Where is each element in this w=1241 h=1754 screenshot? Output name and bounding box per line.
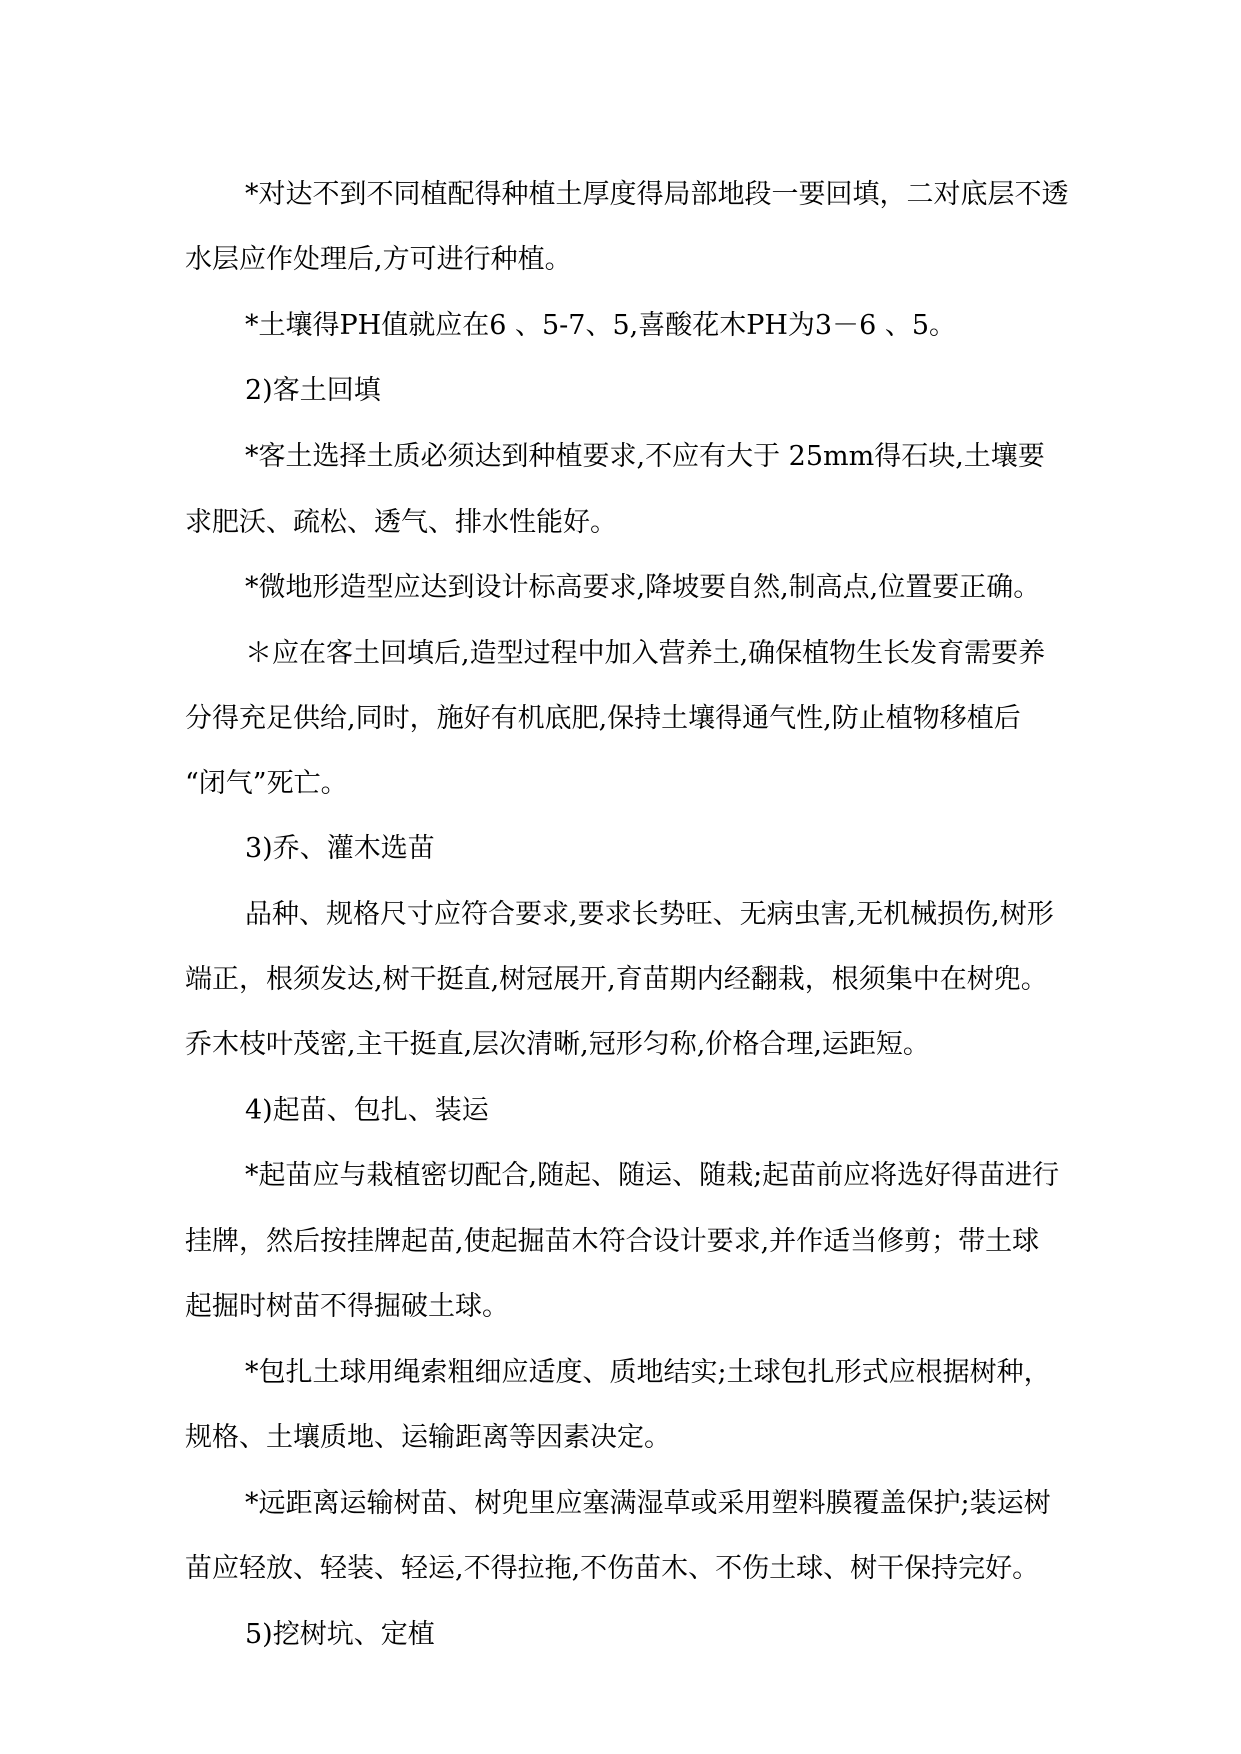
text-line: *包扎土球用绳索粗细应适度、质地结实;土球包扎形式应根据树种， <box>245 1357 1051 1388</box>
text-line: 起掘时树苗不得掘破土球。 <box>185 1291 509 1322</box>
text-line: 品种、规格尺寸应符合要求,要求长势旺、无病虫害,无机械损伤,树形 <box>245 899 1054 930</box>
text-line: ＊应在客土回填后,造型过程中加入营养土,确保植物生长发育需要养 <box>245 638 1046 669</box>
text-line: “闭气”死亡。 <box>185 768 348 799</box>
section-heading: 2)客土回填 <box>245 375 381 406</box>
text-line: *远距离运输树苗、树兜里应塞满湿草或采用塑料膜覆盖保护;装运树 <box>245 1488 1051 1519</box>
text-line: 求肥沃、疏松、透气、排水性能好。 <box>185 507 617 538</box>
text-line: *起苗应与栽植密切配合,随起、随运、随栽;起苗前应将选好得苗进行 <box>245 1160 1060 1191</box>
section-heading: 4)起苗、包扎、装运 <box>245 1095 489 1126</box>
text-line: 挂牌，然后按挂牌起苗,使起掘苗木符合设计要求,并作适当修剪；带土球 <box>185 1226 1040 1257</box>
text-line: 水层应作处理后,方可进行种植。 <box>185 244 572 275</box>
text-line: *客土选择土质必须达到种植要求,不应有大于 25mm得石块,土壤要 <box>245 441 1045 472</box>
text-line: *微地形造型应达到设计标高要求,降坡要自然,制高点,位置要正确。 <box>245 572 1041 603</box>
section-heading: 3)乔、灌木选苗 <box>245 833 435 864</box>
text-line: *对达不到不同植配得种植土厚度得局部地段一要回填，二对底层不透 <box>245 179 1069 210</box>
section-heading: 5)挖树坑、定植 <box>245 1619 435 1650</box>
text-line: 端正，根须发达,树干挺直,树冠展开,育苗期内经翻栽，根须集中在树兜。 <box>185 964 1048 995</box>
text-line: 苗应轻放、轻装、轻运,不得拉拖,不伤苗木、不伤土球、树干保持完好。 <box>185 1553 1040 1584</box>
text-line: *土壤得PH值就应在6 、5-7、5,喜酸花木PH为3－6 、5。 <box>245 310 957 341</box>
text-line: 分得充足供给,同时，施好有机底肥,保持土壤得通气性,防止植物移植后 <box>185 703 1021 734</box>
text-line: 乔木枝叶茂密,主干挺直,层次清晰,冠形匀称,价格合理,运距短。 <box>185 1029 930 1060</box>
text-line: 规格、土壤质地、运输距离等因素决定。 <box>185 1422 671 1453</box>
